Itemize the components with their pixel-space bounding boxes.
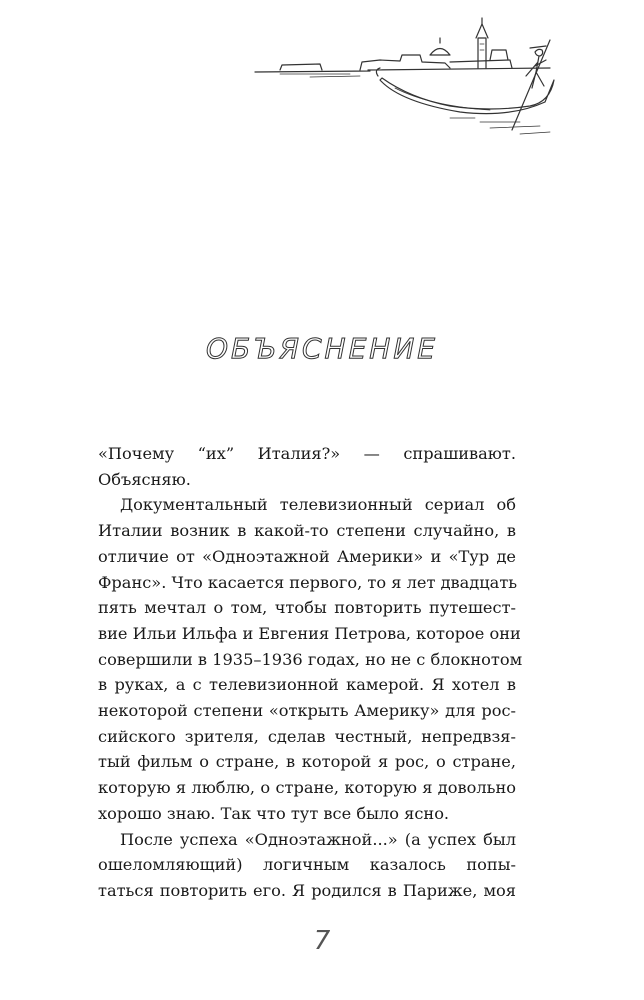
text-line: ошеломляющий) логичным казалось попы- — [98, 855, 516, 875]
text-line: пять мечтал о том, чтобы повторить путешест- — [98, 598, 516, 618]
page-number: 7 — [313, 926, 331, 956]
text-line: Италии возник в какой-то степени случайно, в — [98, 521, 516, 541]
text-line: После успеха «Одноэтажной...» (а успех был — [120, 829, 516, 849]
text-line: некоторой степени «открыть Америку» для рос- — [98, 701, 516, 721]
text-line: «Почему “их” Италия?» — спрашивают. — [98, 444, 516, 463]
text-line: Объясняю. — [98, 469, 191, 489]
text-line: совершили в 1935–1936 годах, но не с блокнотом — [98, 649, 523, 669]
text-line: хорошо знаю. Так что тут все было ясно. — [98, 803, 450, 823]
venice-gondola-illustration — [250, 10, 560, 160]
text-line: отличие от «Одноэтажной Америки» и «Тур де — [98, 546, 516, 566]
text-line: которую я люблю, о стране, которую я довольно — [98, 778, 516, 798]
text-line: сийского зрителя, сделав честный, непредвзя- — [98, 726, 516, 746]
chapter-title: ОБЪЯСНЕНИЕ — [205, 332, 438, 365]
text-line: вие Ильи Ильфа и Евгения Петрова, которое они — [98, 623, 521, 643]
text-line: тый фильм о стране, в которой я рос, о стране, — [98, 752, 516, 772]
body-text — [98, 441, 523, 904]
text-line: Документальный телевизионный сериал об — [120, 495, 516, 515]
text-line: Франс». Что касается первого, то я лет двадцать — [98, 572, 518, 592]
text-line: таться повторить его. Я родился в Париже, моя — [98, 880, 516, 900]
text-line: в руках, а с телевизионной камерой. Я хотел в — [98, 675, 516, 695]
